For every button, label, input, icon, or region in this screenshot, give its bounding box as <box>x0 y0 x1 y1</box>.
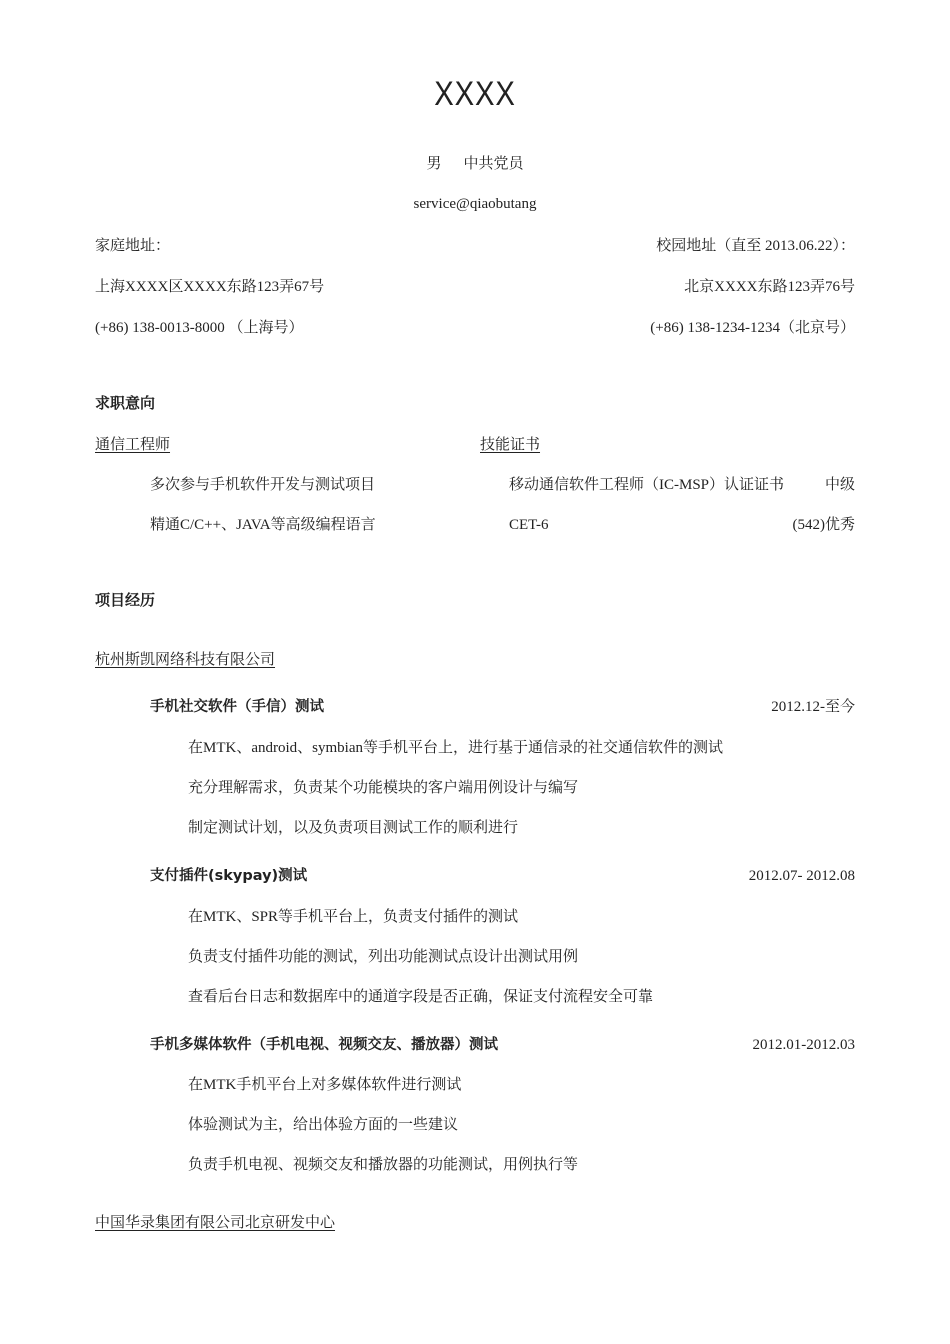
project-date: 2012.12-至今 <box>771 699 855 715</box>
project-point: 在MTK、android、symbian等手机平台上，进行基于通信录的社交通信软件的测试 <box>188 740 723 756</box>
project-title: 支付插件(skypay)测试 <box>150 868 308 884</box>
campus-address: 北京XXXX东路123弄76号 <box>684 279 855 295</box>
resume-name: XXXX <box>434 75 516 113</box>
project-title: 手机多媒体软件（手机电视、视频交友、播放器）测试 <box>150 1037 498 1053</box>
project-point: 在MTK、SPR等手机平台上，负责支付插件的测试 <box>188 909 519 925</box>
project-point: 负责手机电视、视频交友和播放器的功能测试，用例执行等 <box>188 1157 579 1173</box>
basic-info-line <box>0 154 950 174</box>
cert-name: CET-6 <box>509 517 549 533</box>
project-title: 手机社交软件（手信）测试 <box>150 699 324 715</box>
company-name: 中国华录集团有限公司北京研发中心 <box>95 1215 336 1231</box>
cert-level: 中级 <box>824 477 855 493</box>
home-phone: (+86) 138-0013-8000 （上海号） <box>95 320 304 336</box>
project-date: 2012.07- 2012.08 <box>748 868 855 884</box>
politics: 中共党员 <box>463 156 524 172</box>
project-point: 在MTK手机平台上对多媒体软件进行测试 <box>188 1077 462 1093</box>
section-heading-projects: 项目经历 <box>95 591 156 609</box>
project-point: 充分理解需求，负责某个功能模块的客户端用例设计与编写 <box>188 780 579 796</box>
home-address: 上海XXXX区XXXX东路123弄67号 <box>95 279 325 295</box>
objective-position: 通信工程师 <box>95 437 171 453</box>
gender: 男 <box>426 156 442 172</box>
cert-heading: 技能证书 <box>480 437 541 453</box>
project-point: 体验测试为主，给出体验方面的一些建议 <box>188 1117 459 1133</box>
project-date: 2012.01-2012.03 <box>752 1037 855 1053</box>
project-point: 负责支付插件功能的测试，列出功能测试点设计出测试用例 <box>188 949 579 965</box>
cert-name: 移动通信软件工程师（IC-MSP）认证证书 <box>509 477 785 493</box>
objective-point: 精通C/C++、JAVA等高级编程语言 <box>150 517 376 533</box>
project-point: 制定测试计划，以及负责项目测试工作的顺利进行 <box>188 820 519 836</box>
campus-phone: (+86) 138-1234-1234（北京号） <box>650 320 855 336</box>
objective-point: 多次参与手机软件开发与测试项目 <box>150 477 376 493</box>
project-point: 查看后台日志和数据库中的通道字段是否正确，保证支付流程安全可靠 <box>188 989 654 1005</box>
cert-level: (542)优秀 <box>792 517 855 533</box>
campus-address-label: 校园地址（直至 2013.06.22）： <box>656 238 855 254</box>
section-heading-objective: 求职意向 <box>95 394 156 412</box>
home-address-label: 家庭地址： <box>95 238 171 254</box>
email: service@qiaobutang <box>413 196 537 212</box>
company-name: 杭州斯凯网络科技有限公司 <box>95 652 276 668</box>
